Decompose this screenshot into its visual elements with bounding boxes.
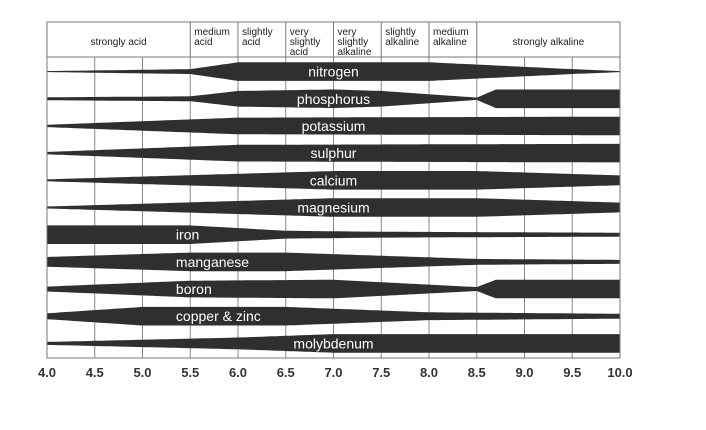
- zone-label-line: medium: [194, 27, 230, 38]
- zone-5: [385, 27, 419, 48]
- zone-label-line: alkaline: [385, 37, 420, 48]
- tick-label: 9.5: [563, 365, 582, 380]
- nutrient-row-4: [47, 171, 620, 190]
- tick-label: 4.5: [85, 365, 104, 380]
- tick-label: 10.0: [607, 365, 633, 380]
- tick-label: 8.0: [419, 365, 439, 380]
- nutrient-label: magnesium: [297, 199, 370, 216]
- zone-3: [290, 27, 321, 58]
- zone-1: [194, 27, 230, 48]
- tick-label: 7.5: [372, 365, 391, 380]
- nutrient-label: copper & zinc: [175, 308, 261, 325]
- nutrient-label: sulphur: [310, 145, 357, 162]
- zone-0: [91, 37, 147, 48]
- nutrient-row-0: [47, 62, 620, 81]
- zone-label-line: slightly: [337, 37, 369, 48]
- tick-label: 6.5: [276, 365, 295, 380]
- tick-label: 4.0: [37, 365, 57, 380]
- nutrient-label: calcium: [309, 172, 358, 189]
- zone-4: [338, 27, 372, 58]
- nutrient-label: phosphorus: [296, 90, 371, 107]
- nutrient-row-9: [47, 307, 620, 326]
- nutrient-label: nitrogen: [308, 63, 359, 80]
- zone-label-line: acid: [289, 47, 309, 58]
- tick-label: 5.5: [181, 365, 200, 380]
- nutrient-bands: [47, 62, 620, 352]
- nutrient-row-10: [47, 334, 620, 353]
- tick-label: 5.0: [133, 365, 152, 380]
- zone-label-line: slightly: [385, 27, 416, 38]
- nutrient-label: boron: [175, 281, 212, 298]
- tick-label: 6.0: [228, 365, 248, 380]
- nutrient-row-2: [47, 117, 620, 136]
- zone-label-line: medium: [433, 27, 469, 38]
- nutrient-row-1: [47, 90, 620, 109]
- nutrient-row-5: [47, 198, 620, 217]
- nutrient-row-3: [47, 144, 620, 163]
- zone-label-line: very: [289, 27, 309, 38]
- zone-label-line: slightly: [289, 37, 321, 48]
- nutrient-label: manganese: [175, 253, 250, 270]
- zone-label-line: slightly: [242, 27, 273, 38]
- ph-axis: [38, 365, 633, 380]
- zone-6: [433, 27, 469, 48]
- zone-label-line: strongly acid: [90, 37, 147, 48]
- zone-label-line: alkaline: [337, 47, 372, 58]
- zone-label-line: strongly alkaline: [512, 37, 585, 48]
- nutrient-label: iron: [175, 226, 200, 243]
- zone-label-line: acid: [242, 37, 261, 48]
- nutrient-row-7: [47, 253, 620, 272]
- nutrient-band: [47, 253, 620, 272]
- nutrient-band: [47, 307, 620, 326]
- zone-label-line: acid: [194, 37, 213, 48]
- tick-label: 7.0: [324, 365, 343, 380]
- nutrient-label: potassium: [301, 117, 366, 134]
- nutrient-band: [47, 280, 620, 299]
- nutrient-row-8: [47, 280, 620, 299]
- tick-label: 9.0: [515, 365, 534, 380]
- zone-2: [242, 27, 273, 48]
- zone-label-line: alkaline: [433, 37, 467, 48]
- zone-label-line: very: [337, 27, 357, 38]
- ph-zone-header: [47, 22, 620, 58]
- tick-label: 8.5: [467, 365, 486, 380]
- zone-7: [513, 37, 585, 48]
- nutrient-label: molybdenum: [293, 335, 374, 352]
